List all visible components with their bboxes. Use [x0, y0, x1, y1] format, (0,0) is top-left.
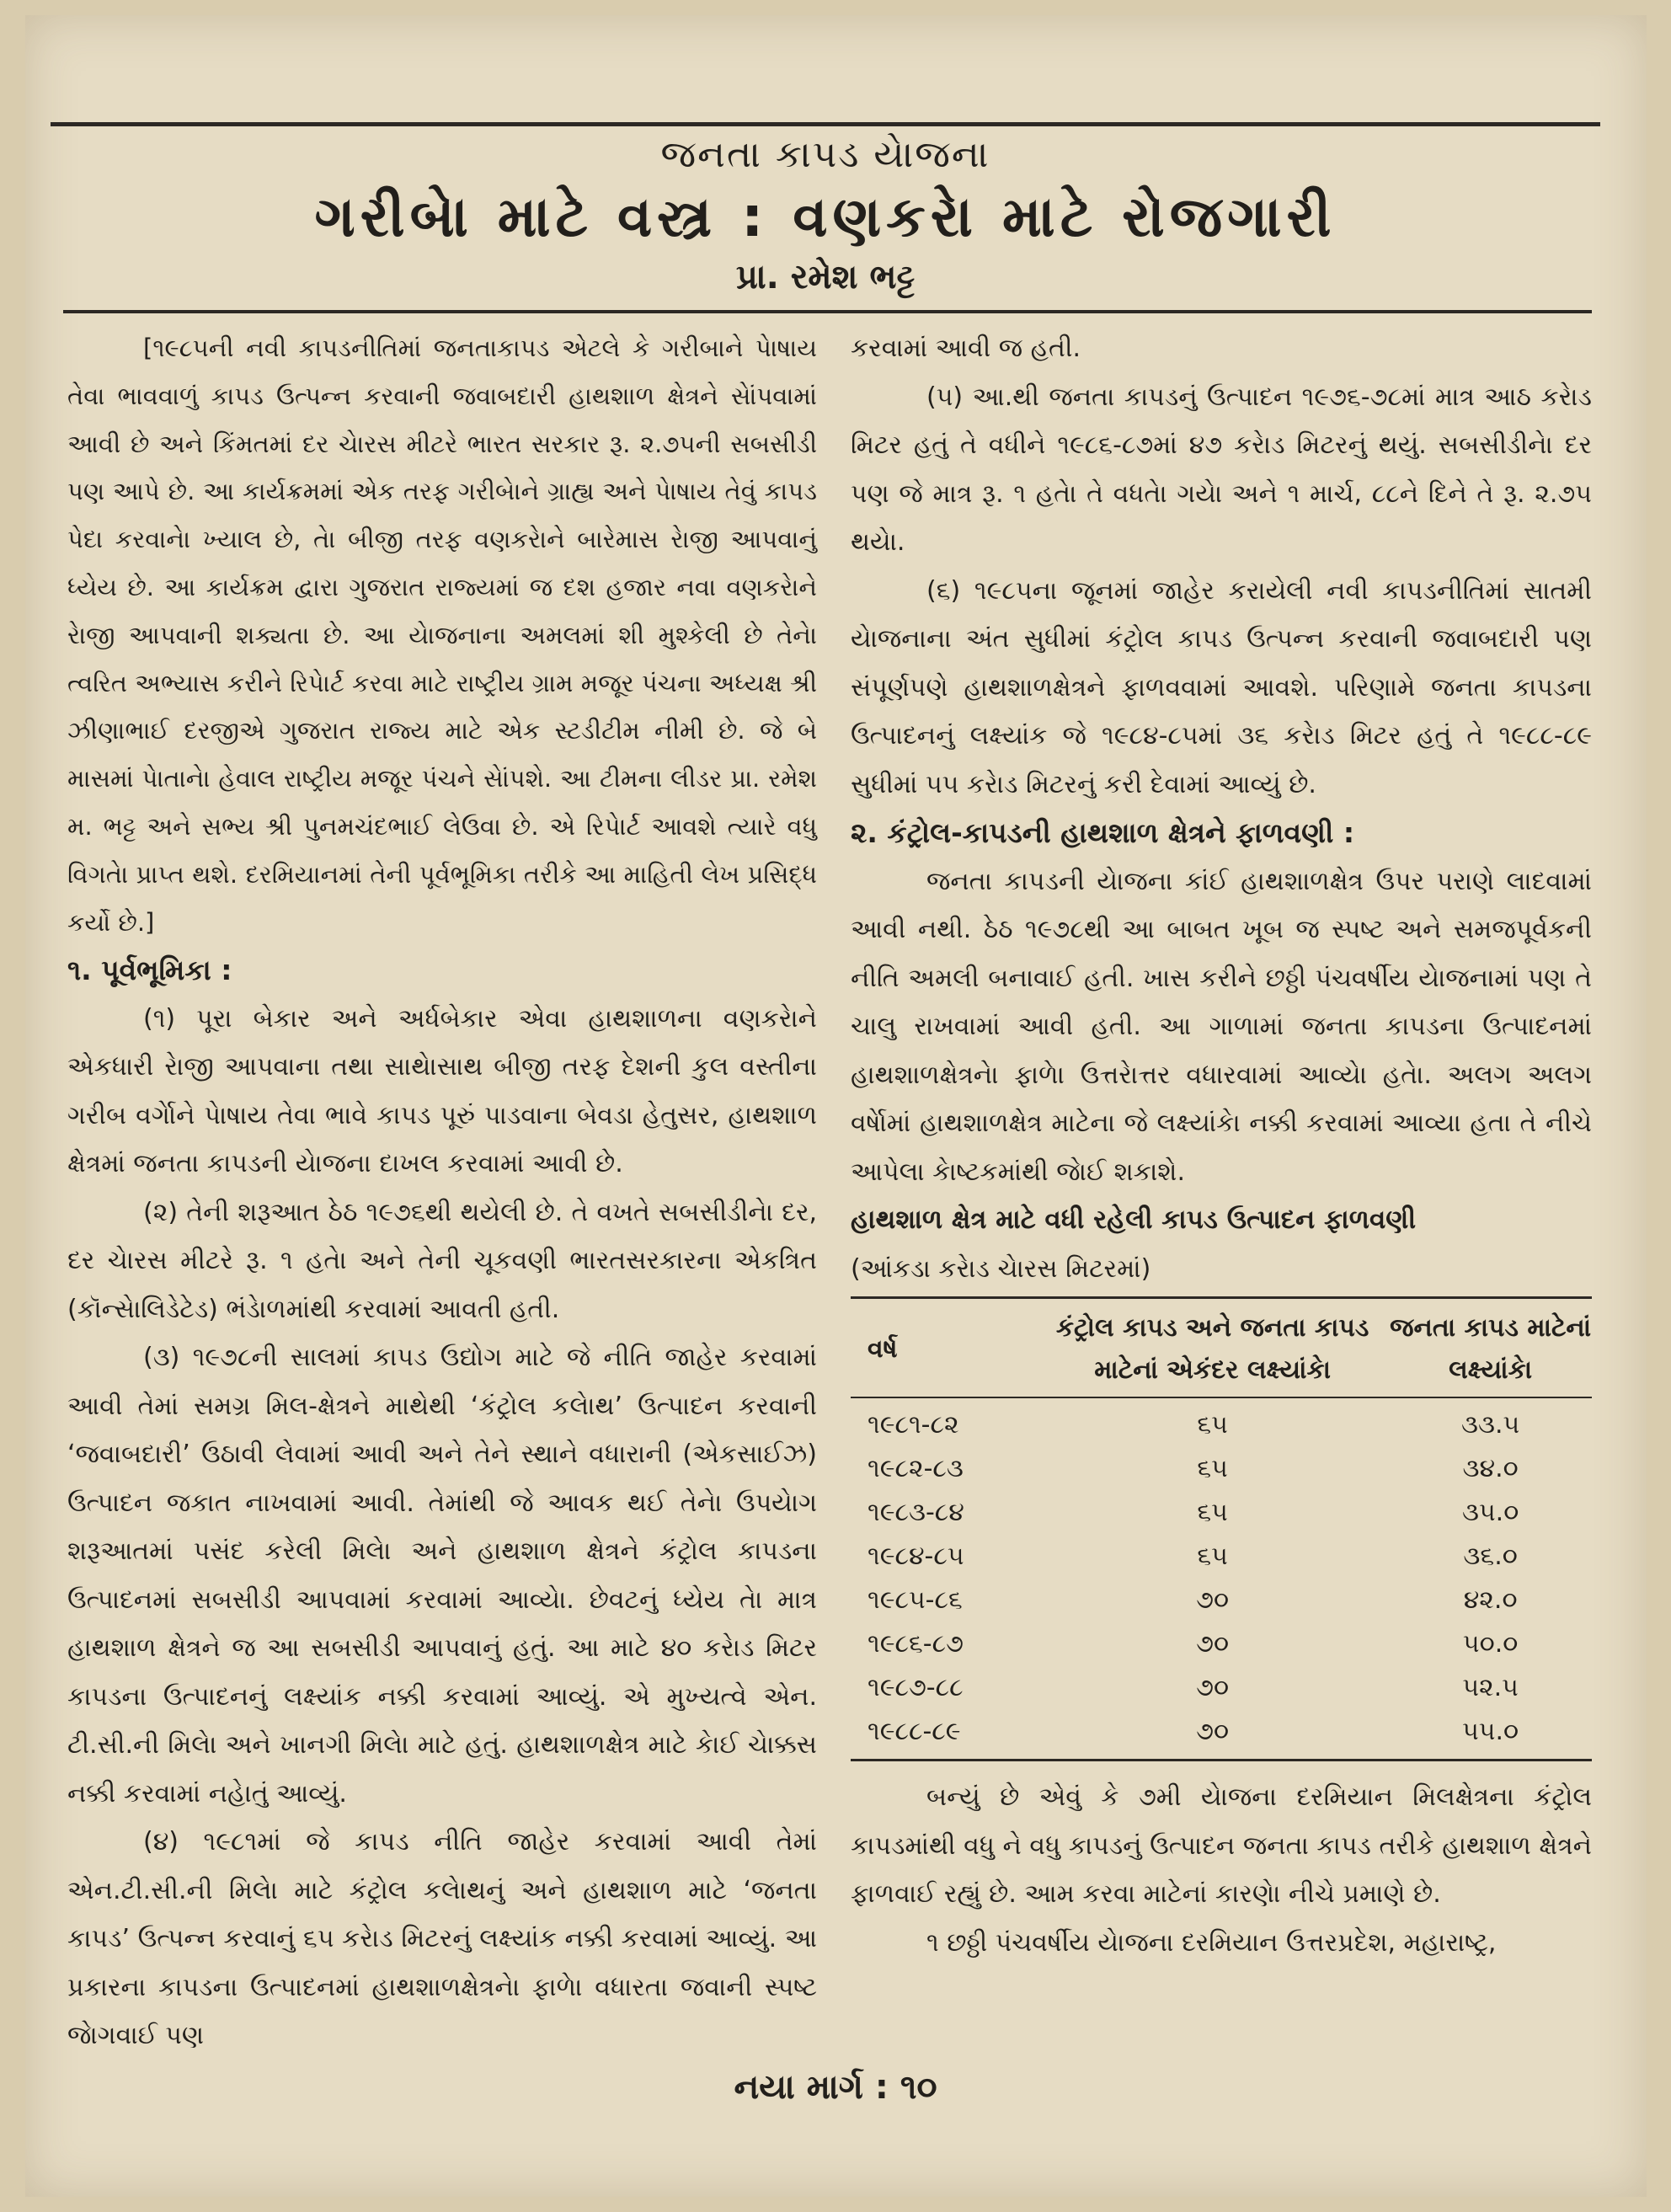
- cell-total: ૭૦: [1036, 1710, 1389, 1761]
- cell-total: ૭૦: [1196, 1629, 1230, 1659]
- paragraph-6: (૬) ૧૯૮૫ના જૂનમાં જાહેર કરાયેલી નવી કાપડનીતિમાં સાતમી યેાજનાના અંત સુધીમાં કંટ્રોલ કાપડ ઉત્પન્ન કરવાની જવાબદારી પણ સંપૂર્ણપણે હાથશાળક્ષેત્રને ફાળવવામાં આવશે. પરિણામે જનતા કાપડના ઉત્પાદનનું લક્ષ્યાંક જે ૧૯૮૪-૮૫માં ૩૬ કરેાડ મિટર હતું તે ૧૯૮૮-૮૯ સુધીમાં ૫૫ કરેાડ મિટરનું કરી દેવામાં આવ્યું છે.: [851, 575, 1592, 799]
- section-heading-1: ૧. પૂર્વભૂમિકા :: [67, 954, 232, 987]
- header-janata-targets: જનતા કાપડ માટેનાં લક્ષ્યાંકેા: [1390, 1313, 1592, 1385]
- paragraph-4: (૪) ૧૯૮૧માં જે કાપડ નીતિ જાહેર કરવામાં આવી તેમાં એન.ટી.સી.ની મિલેા માટે કંટ્રોલ કલેાથનું અને હાથશાળ માટે ‘જનતા કાપડ’ ઉત્પન્ન કરવાનું ૬૫ કરેાડ મિટરનું લક્ષ્યાંક નક્કી કરવામાં આવ્યું. આ પ્રકારના કાપડના ઉત્પાદનમાં હાથશાળક્ષેત્રનેા ફાળેા વધારતા જવાની સ્પષ્ટ જેાગવાઈ પણ: [67, 1827, 817, 2051]
- cell-janata: ૩૪.૦: [1462, 1454, 1519, 1483]
- table-row: [851, 1710, 1592, 1761]
- table-row: [851, 1622, 1592, 1666]
- cell-janata: ૩૫.૦: [1461, 1498, 1519, 1527]
- table-header-row: [851, 1298, 1592, 1398]
- header-year: વર્ષ: [868, 1334, 898, 1364]
- cell-year: ૧૯૮૭-૮૮: [868, 1673, 964, 1702]
- table-row: [851, 1447, 1592, 1491]
- article-title: ગરીબેા માટે વસ્ત્ર : વણકરેા માટે રોજગારી: [314, 184, 1337, 249]
- article-header: [51, 126, 1600, 297]
- paragraph-4-continued: કરવામાં આવી જ હતી.: [851, 334, 1081, 363]
- table-title: હાથશાળ ક્ષેત્ર માટે વધી રહેલી કાપડ ઉત્પાદન ફાળવણી: [851, 1205, 1417, 1235]
- cell-total: ૬૫: [1197, 1454, 1228, 1483]
- cell-year: ૧૯૮૧-૮૨: [851, 1397, 1036, 1447]
- production-targets-table: [851, 1296, 1592, 1761]
- table-subtitle: (આંકડા કરેાડ ચેારસ મિટરમાં): [851, 1253, 1151, 1284]
- table-row: [851, 1579, 1592, 1622]
- table-row: [851, 1535, 1592, 1579]
- cell-janata: ૫૫.૦: [1389, 1710, 1592, 1761]
- cell-year: ૧૯૮૨-૮૩: [868, 1454, 964, 1483]
- cell-total: ૭૦: [1196, 1585, 1230, 1615]
- cell-year: ૧૯૮૪-૮૫: [868, 1541, 964, 1571]
- cell-year: ૧૯૮૮-૮૯: [851, 1710, 1036, 1761]
- paragraph-3: (૩) ૧૯૭૮ની સાલમાં કાપડ ઉદ્યોગ માટે જે નીતિ જાહેર કરવામાં આવી તેમાં સમગ્ર મિલ-ક્ષેત્રને માથેથી ‘કંટ્રોલ કલેાથ’ ઉત્પાદન કરવાની ‘જવાબદારી’ ઉઠાવી લેવામાં આવી અને તેને સ્થાને વધારાની (એકસાઈઝ) ઉત્પાદન જકાત નાખવામાં આવી. તેમાંથી જે આવક થઈ તેનેા ઉપયેાગ શરૂઆતમાં પસંદ કરેલી મિલેા અને હાથશાળ ક્ષેત્રને કંટ્રોલ કાપડના ઉત્પાદનમાં સબસીડી આપવામાં કરવામાં આવ્યેા. છેવટનું ધ્યેય તેા માત્ર હાથશાળ ક્ષેત્રને જ આ સબસીડી આપવાનું હતું. આ માટે ૪૦ કરેાડ મિટર કાપડના ઉત્પાદનનું લક્ષ્યાંક નક્કી કરવામાં આવ્યું. એ મુખ્યત્વે એન. ટી.સી.ની મિલેા અને ખાનગી મિલેા માટે હતું. હાથશાળક્ષેત્ર માટે કેાઈ ચેાક્કસ નક્કી કરવામાં નહેાતું આવ્યું.: [67, 1343, 817, 1809]
- header-rule: [63, 310, 1592, 313]
- paragraph-9: ૧ છઠ્ઠી પંચવર્ષીય યેાજના દરમિયાન ઉત્તરપ્રદેશ, મહારાષ્ટ્ર,: [926, 1927, 1497, 1958]
- paragraph-7: જનતા કાપડની યેાજના કાંઈ હાથશાળક્ષેત્ર ઉપર પરાણે લાદવામાં આવી નથી. ઠેઠ ૧૯૭૮થી આ બાબત ખૂબ જ સ્પષ્ટ અને સમજપૂર્વકની નીતિ અમલી બનાવાઈ હતી. ખાસ કરીને છઠ્ઠી પંચવર્ષીય યેાજનામાં પણ તે ચાલુ રાખવામાં આવી હતી. આ ગાળામાં જનતા કાપડના ઉત્પાદનમાં હાથશાળક્ષેત્રનેા ફાળેા ઉત્તરેાત્તર વધારવામાં આવ્યેા હતેા. અલગ અલગ વર્ષેામાં હાથશાળક્ષેત્ર માટેના જે લક્ષ્યાંકેા નક્કી કરવામાં આવ્યા હતા તે નીચે આપેલા કેાષ્ટકમાંથી જેાઈ શકાશે.: [851, 866, 1592, 1187]
- paragraph-1: (૧) પૂરા બેકાર અને અર્ધબેકાર એવા હાથશાળના વણકરેાને એકધારી રેાજી આપવાના તથા સાથેાસાથ બીજી તરફ દેશની કુલ વસ્તીના ગરીબ વર્ગેાને પેાષાય તેવા ભાવે કાપડ પૂરું પાડવાના બેવડા હેતુસર, હાથશાળ ક્ષેત્રમાં જનતા કાપડની યેાજના દાખલ કરવામાં આવી છે.: [67, 1003, 817, 1179]
- cell-year: ૧૯૮૬-૮૭: [868, 1629, 964, 1659]
- table-row: [851, 1491, 1592, 1535]
- cell-janata: ૫૨.૫: [1462, 1673, 1519, 1702]
- section-heading-2: ૨. કંટ્રોલ-કાપડની હાથશાળ ક્ષેત્રને ફાળવણી :: [851, 816, 1355, 849]
- intro-note: [૧૯૮૫ની નવી કાપડનીતિમાં જનતાકાપડ એટલે કે ગરીબાને પેાષાય તેવા ભાવવાળું કાપડ ઉત્પન્ન કરવાની જવાબદારી હાથશાળ ક્ષેત્રને સેાંપવામાં આવી છે અને કિંમતમાં દર ચેારસ મીટરે ભારત સરકાર રૂ. ૨.૭૫ની સબસીડી પણ આપે છે. આ કાર્યક્રમમાં એક તરફ ગરીબેાને ગ્રાહ્ય અને પેાષાય તેવું કાપડ પેદા કરવાનેા ખ્યાલ છે, તેા બીજી તરફ વણકરેાને બારેમાસ રેાજી આપવાનું ધ્યેય છે. આ કાર્યક્રમ દ્વારા ગુજરાત રાજ્યમાં જ દશ હજાર નવા વણકરેાને રેાજી આપવાની શક્યતા છે. આ યેાજનાના અમલમાં શી મુશ્કેલી છે તેનેા ત્વરિત અભ્યાસ કરીને રિપેાર્ટ કરવા માટે રાષ્ટ્રીય ગ્રામ મજૂર પંચના અધ્યક્ષ શ્રી ઝીણાભાઈ દરજીએ ગુજરાત રાજ્ય માટે એક સ્ટડીટીમ નીમી છે. જે બે માસમાં પેાતાનેા હેવાલ રાષ્ટ્રીય મજૂર પંચને સેાંપશે. આ ટીમના લીડર પ્રા. રમેશ મ. ભટ્ટ અને સભ્ય શ્રી પુનમચંદભાઈ લેઉવા છે. એ રિપેાર્ટ આવશે ત્યારે વધુ વિગતેા પ્રાપ્ત થશે. દરમિયાનમાં તેની પૂર્વભૂમિકા તરીકે આ માહિતી લેખ પ્રસિદ્ધ કર્યો છે.]: [67, 334, 817, 937]
- cell-year: ૧૯૮૫-૮૬: [868, 1585, 963, 1615]
- cell-janata: ૩૩.૫: [1389, 1397, 1592, 1447]
- header-total-targets: કંટ્રોલ કાપડ અને જનતા કાપડ માટેનાં એકંદર લક્ષ્યાંકેા: [1055, 1313, 1369, 1385]
- cell-total: ૬૫: [1197, 1541, 1228, 1571]
- cell-total: ૬૫: [1036, 1397, 1389, 1447]
- paragraph-2: (૨) તેની શરૂઆત ઠેઠ ૧૯૭૬થી થયેલી છે. તે વખતે સબસીડીનેા દર, દર ચેારસ મીટરે રૂ. ૧ હતેા અને તેની ચૂકવણી ભારતસરકારના એકત્રિત (કૉન્સેાલિડેટેડ) ભંડેાળમાંથી કરવામાં આવતી હતી.: [67, 1197, 817, 1324]
- cell-janata: ૩૬.૦: [1463, 1541, 1518, 1571]
- author-byline: પ્રા. રમેશ ભટ્ટ: [735, 258, 916, 297]
- paragraph-8: બન્યું છે એવું કે ૭મી યેાજના દરમિયાન મિલક્ષેત્રના કંટ્રોલ કાપડમાંથી વધુ ને વધુ કાપડનું ઉત્પાદન જનતા કાપડ તરીકે હાથશાળ ક્ષેત્રને ફાળવાઈ રહ્યું છે. આમ કરવા માટેનાં કારણેા નીચે પ્રમાણે છે.: [851, 1782, 1592, 1909]
- cell-total: ૭૦: [1196, 1673, 1230, 1702]
- right-column: [851, 324, 1592, 1967]
- left-column: [67, 324, 817, 2060]
- cell-janata: ૫૦.૦: [1462, 1629, 1519, 1659]
- cell-janata: ૪૨.૦: [1463, 1585, 1518, 1615]
- page-footer: નયા માર્ગ : ૧૦: [734, 2068, 937, 2107]
- series-kicker: જનતા કાપડ યેાજના: [660, 133, 990, 176]
- cell-year: ૧૯૮૩-૮૪: [868, 1498, 964, 1527]
- cell-total: ૬૫: [1197, 1498, 1228, 1527]
- paragraph-5: (૫) આ.થી જનતા કાપડનું ઉત્પાદન ૧૯૭૬-૭૮માં માત્ર આઠ કરેાડ મિટર હતું તે વધીને ૧૯૮૬-૮૭માં ૪૭ કરેાડ મિટરનું થયું. સબસીડીનેા દર પણ જે માત્ર રૂ. ૧ હતેા તે વધતેા ગયેા અને ૧ માર્ચ, ૮૮ને દિને તે રૂ. ૨.૭૫ થયેા.: [851, 382, 1592, 557]
- table-row: [851, 1397, 1592, 1447]
- table-row: [851, 1666, 1592, 1710]
